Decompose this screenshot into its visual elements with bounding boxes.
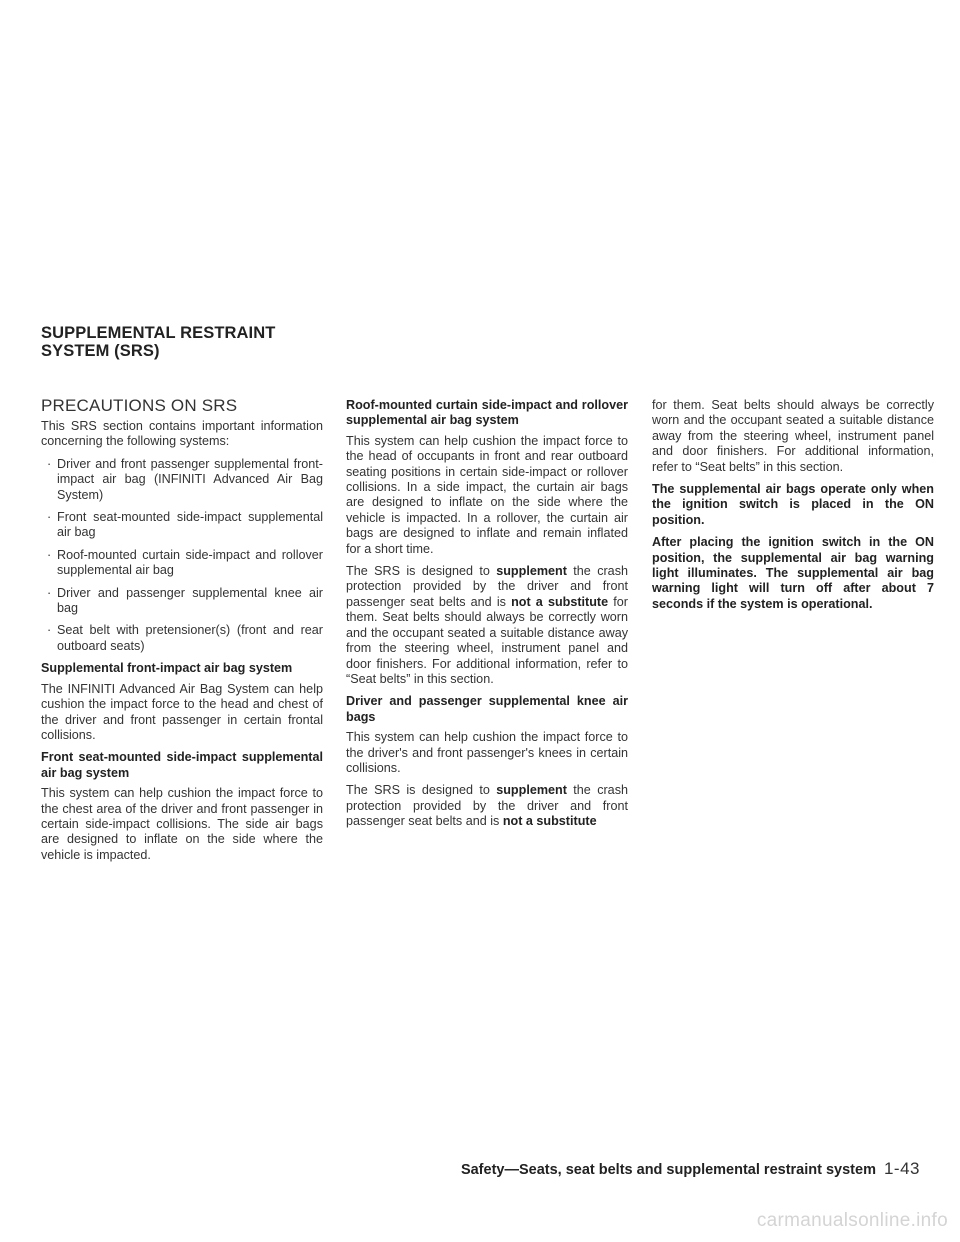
bullet-glyph: · xyxy=(47,547,52,562)
side-impact-body: This system can help cushion the impact force to the chest area of the driver and front passenger in certain side-impact collisions. The side air bags are designed to inflate on the side where the vehicle is impacted. xyxy=(41,786,323,862)
front-impact-body: The INFINITI Advanced Air Bag System can help cushion the impact force to the head and chest of the driver and front passenger in certain frontal collisions. xyxy=(41,681,323,742)
section-title-line1: SUPPLEMENTAL RESTRAINT xyxy=(41,324,276,342)
list-item: · Driver and passenger supplemental knee air bag xyxy=(47,585,323,616)
bullet-glyph: · xyxy=(47,585,52,600)
list-item: · Roof-mounted curtain side-impact and rollover supplemental air bag xyxy=(47,547,323,578)
systems-list xyxy=(41,457,323,654)
watermark: carmanualsonline.info xyxy=(756,1210,948,1231)
supplement-paragraph-continued: The SRS is designed to supplement the crash protection provided by the driver and front passenger seat belts and is not a substitute xyxy=(346,783,628,829)
curtain-body: This system can help cushion the impact force to the head of occupants in front and rear outboard seating positions in certain side-impact or rollover collisions. In a side impact, the curtain air bags are designed to inflate on the side where the vehicle is impacted. In a rollover, the curtain air bags are designed to inflate and remain inflated for a short time. xyxy=(346,433,628,556)
page-footer xyxy=(461,1159,920,1179)
chapter-title: Safety—Seats, seat belts and supplemental restraint system xyxy=(460,1162,876,1178)
section-title-line2: SYSTEM (SRS) xyxy=(41,342,160,360)
ignition-note: The supplemental air bags operate only when the ignition switch is placed in the ON position. xyxy=(652,482,934,527)
precautions-heading: PRECAUTIONS ON SRS xyxy=(41,396,238,415)
knee-body: This system can help cushion the impact force to the driver's and front passenger's knees in certain collisions. xyxy=(346,730,628,775)
column-3 xyxy=(652,398,934,619)
list-item: · Seat belt with pretensioner(s) (front and rear outboard seats) xyxy=(47,623,323,653)
side-impact-heading: Front seat-mounted side-impact supplemental air bag system xyxy=(41,750,323,780)
list-item: · Front seat-mounted side-impact supplemental air bag xyxy=(47,510,323,540)
column-1 xyxy=(41,396,323,870)
bullet-glyph: · xyxy=(47,456,52,471)
bullet-glyph: · xyxy=(47,510,52,525)
knee-heading: Driver and passenger supplemental knee air bags xyxy=(346,694,628,724)
supplement-paragraph: The SRS is designed to supplement the crash protection provided by the driver and front passenger seat belts and is not a substitute for them. Seat belts should always be correctly worn and the occupant seated a suitable distance away from the steering wheel, instrument panel and door finishers. For additional information, refer to “Seat belts” in this section. xyxy=(346,564,628,686)
warning-light-note: After placing the ignition switch in the ON position, the supplemental air bag warning light illuminates. The supplemental air bag warning light will turn off after about 7 seconds if the system is operational. xyxy=(652,535,934,611)
column-2 xyxy=(346,398,628,837)
bullet-glyph: · xyxy=(47,623,52,638)
front-impact-heading: Supplemental front-impact air bag system xyxy=(41,661,293,676)
curtain-heading: Roof-mounted curtain side-impact and rollover supplemental air bag system xyxy=(346,398,628,428)
intro-paragraph: This SRS section contains important information concerning the following systems: xyxy=(41,419,323,449)
list-item: · Driver and front passenger supplemental front-impact air bag (INFINITI Advanced Air Bag System) xyxy=(47,456,323,502)
continued-paragraph: for them. Seat belts should always be correctly worn and the occupant seated a suitable distance away from the steering wheel, instrument panel and door finishers. For additional information, refer to “Seat belts” in this section. xyxy=(652,398,934,474)
section-title xyxy=(41,324,461,360)
page-number: 1-43 xyxy=(883,1159,920,1178)
